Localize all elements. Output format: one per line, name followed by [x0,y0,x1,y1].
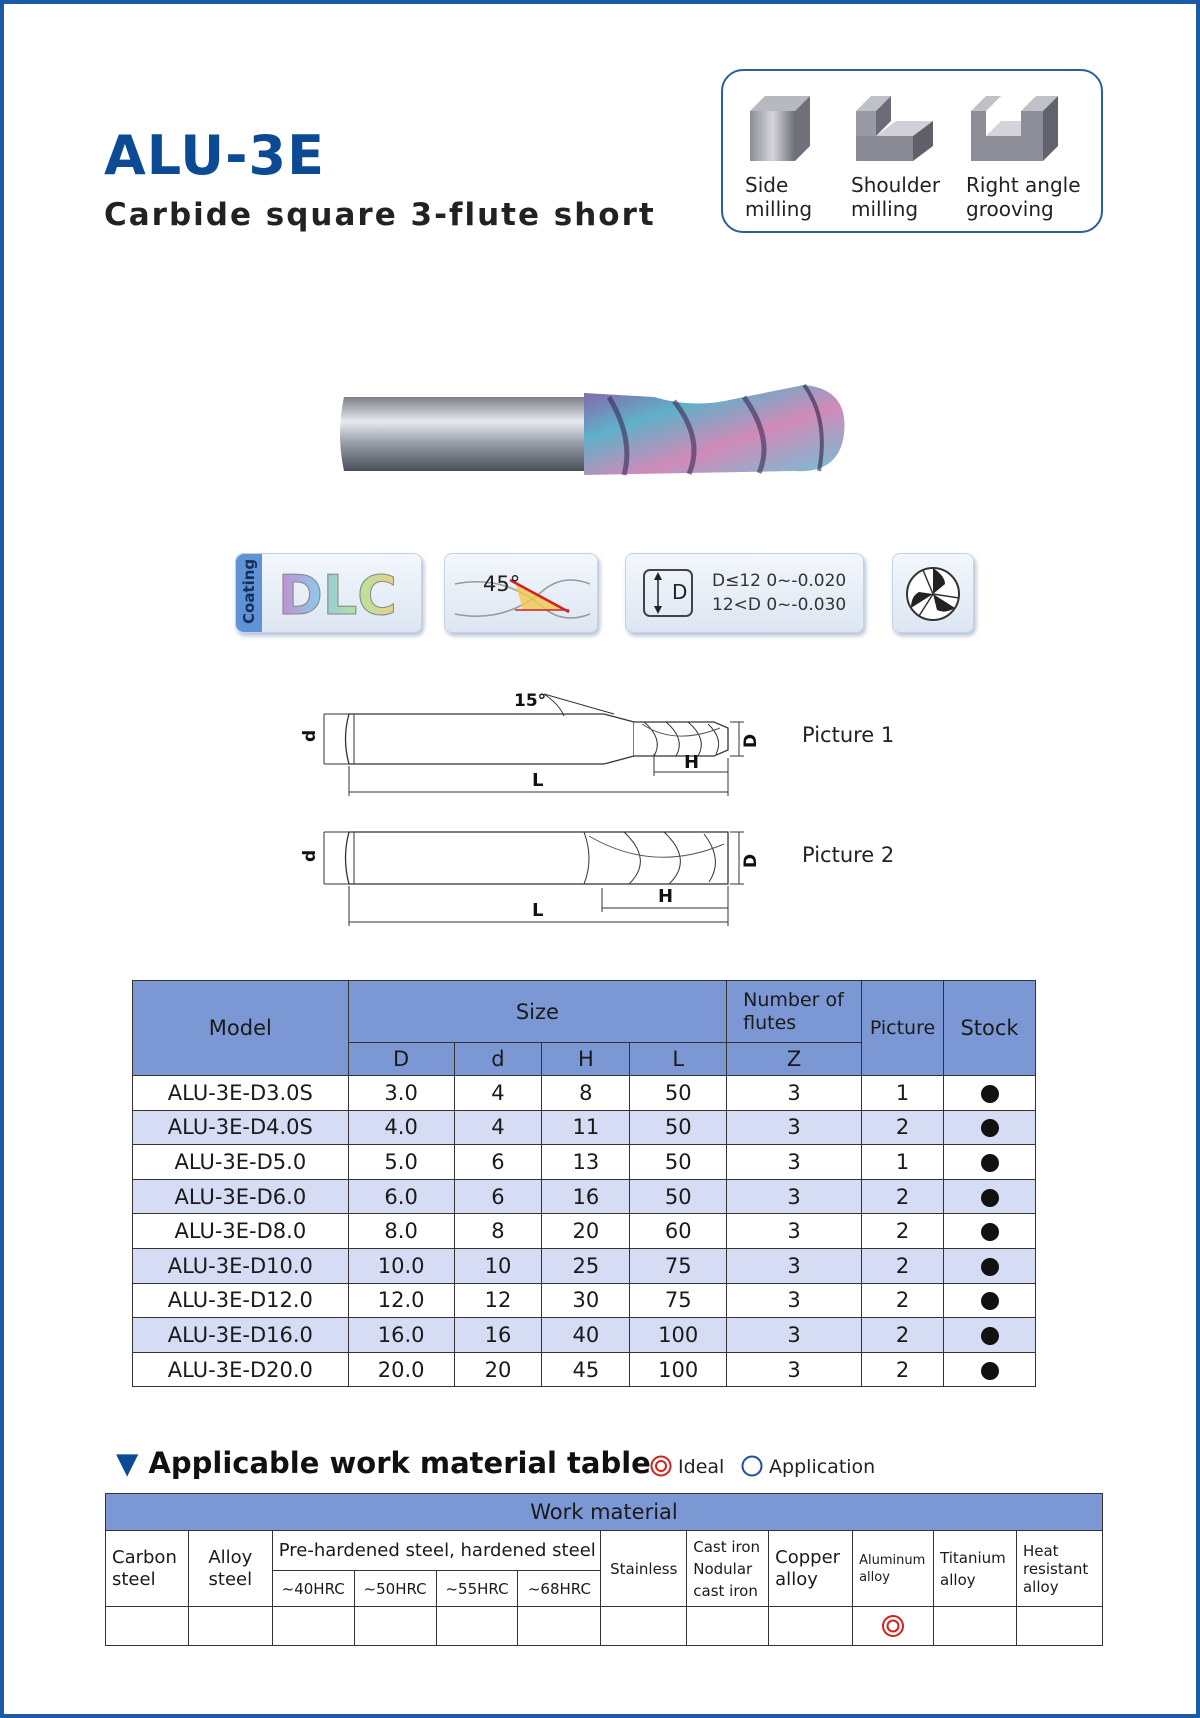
cell-l: 100 [630,1352,727,1387]
circle-icon [741,1455,763,1477]
cell-picture: 2 [862,1179,944,1214]
right-angle-grooving-icon [966,91,1061,163]
nodular-cast-iron-label: Nodular cast iron [693,1559,758,1600]
cell-h: 45 [542,1352,630,1387]
helix-angle-label: 45° [483,572,521,596]
in-stock-dot-icon [981,1327,999,1345]
cell-h: 20 [542,1214,630,1249]
legend-application [741,1455,875,1478]
cell-z: 3 [727,1076,862,1111]
cell-l: 60 [630,1214,727,1249]
in-stock-dot-icon [981,1119,999,1137]
cell-model: ALU-3E-D16.0 [133,1318,349,1353]
helix-angle-icon [445,554,597,632]
cell-d: 16 [454,1318,542,1353]
cell-d: 4 [454,1076,542,1111]
applications-box [721,69,1103,233]
cell-picture: 2 [862,1110,944,1145]
cell-z: 3 [727,1145,862,1180]
cell-l: 100 [630,1318,727,1353]
col-alloy-steel: Alloy steel [188,1531,272,1607]
in-stock-dot-icon [981,1085,999,1103]
side-milling-icon [745,91,815,163]
header-H: H [542,1043,630,1076]
cell-h: 30 [542,1283,630,1318]
cell-l: 50 [630,1076,727,1111]
cell-z: 3 [727,1179,862,1214]
legend-ideal [650,1455,724,1478]
cell-h: 25 [542,1248,630,1283]
spec-table-body [133,1076,1036,1387]
cell-d: 16.0 [348,1318,454,1353]
cell-l: 50 [630,1179,727,1214]
coating-badge [235,553,422,633]
grooving-line1: Right angle [966,173,1081,197]
cell-d: 4 [454,1110,542,1145]
pic2-dim-D: D [741,853,761,868]
legend-ideal-label: Ideal [678,1456,725,1478]
pic2-dim-d: d [300,849,320,862]
cell-l: 75 [630,1283,727,1318]
coating-value: DLC [278,564,397,627]
cell-z: 3 [727,1214,862,1249]
cell-d: 8.0 [348,1214,454,1249]
tolerance-line-2: 12<D 0~-0.030 [712,595,847,615]
cell-stock [944,1179,1036,1214]
cell-d: 4.0 [348,1110,454,1145]
shoulder-milling-icon [851,91,936,163]
col-hrc68: ~68HRC [518,1571,601,1607]
header-model: Model [133,981,349,1076]
work-material-table [105,1493,1103,1646]
col-titanium-alloy: Titanium alloy [934,1531,1017,1607]
col-copper-alloy: Copper alloy [769,1531,853,1607]
cell-h: 16 [542,1179,630,1214]
col-hrc50: ~50HRC [354,1571,436,1607]
cell-picture: 2 [862,1248,944,1283]
cell-model: ALU-3E-D12.0 [133,1283,349,1318]
pic1-dim-L: L [532,770,544,791]
cell-stock [944,1283,1036,1318]
cell-picture: 2 [862,1318,944,1353]
header-L: L [630,1043,727,1076]
table-row [133,1110,1036,1145]
rating-hrc55 [436,1607,518,1646]
end-mill-photo [334,379,864,489]
tolerance-badge [625,553,864,633]
diameter-tolerance-icon [626,554,706,632]
application-right-angle-grooving [966,91,1086,221]
cell-h: 40 [542,1318,630,1353]
cell-model: ALU-3E-D3.0S [133,1076,349,1111]
cell-l: 50 [630,1145,727,1180]
in-stock-dot-icon [981,1223,999,1241]
rating-carbon-steel [106,1607,189,1646]
cell-model: ALU-3E-D8.0 [133,1214,349,1249]
rating-hrc68 [518,1607,601,1646]
tolerance-line-1: D≤12 0~-0.020 [712,571,847,591]
table-row [133,1283,1036,1318]
helix-angle-badge [444,553,598,633]
angle-label: 15° [514,691,547,711]
cell-stock [944,1352,1036,1387]
cell-model: ALU-3E-D5.0 [133,1145,349,1180]
table-row [133,1179,1036,1214]
rating-alloy-steel [188,1607,272,1646]
header-size: Size [348,981,726,1043]
table-row [133,1214,1036,1249]
cell-d: 10.0 [348,1248,454,1283]
cell-stock [944,1318,1036,1353]
cell-z: 3 [727,1110,862,1145]
in-stock-dot-icon [981,1258,999,1276]
cell-h: 11 [542,1110,630,1145]
work-material-header: Work material [106,1494,1103,1531]
cell-z: 3 [727,1283,862,1318]
flute-count-badge [892,553,974,633]
cell-model: ALU-3E-D6.0 [133,1179,349,1214]
product-subtitle: Carbide square 3-flute short [104,197,656,233]
cell-d: 6.0 [348,1179,454,1214]
cell-l: 75 [630,1248,727,1283]
cell-h: 8 [542,1076,630,1111]
col-cast-iron [687,1531,769,1607]
spec-table [132,980,1036,1387]
cell-stock [944,1145,1036,1180]
cell-d: 10 [454,1248,542,1283]
triangle-down-icon: ▼ [116,1446,139,1480]
three-flute-cross-section-icon [893,554,973,632]
cast-iron-label: Cast iron [693,1537,761,1556]
legend-application-label: Application [769,1456,876,1478]
table-row [133,1145,1036,1180]
cell-model: ALU-3E-D4.0S [133,1110,349,1145]
application-side-milling [745,91,855,221]
header-stock: Stock [944,981,1036,1076]
header-d: d [454,1043,542,1076]
rating-titanium [934,1607,1017,1646]
picture-2-label: Picture 2 [802,843,895,867]
tolerance-symbol: D [672,580,688,604]
cell-z: 3 [727,1248,862,1283]
col-carbon-steel: Carbon steel [106,1531,189,1607]
cell-z: 3 [727,1318,862,1353]
rating-hrc40 [272,1607,354,1646]
coating-label: Coating [240,558,258,624]
pic2-dim-L: L [532,900,544,921]
cell-stock [944,1214,1036,1249]
col-stainless: Stainless [601,1531,687,1607]
double-circle-icon [650,1455,672,1477]
picture-1-label: Picture 1 [802,723,895,747]
dimension-drawings [294,684,774,944]
cell-picture: 2 [862,1283,944,1318]
col-pre-hardened: Pre-hardened steel, hardened steel [272,1531,601,1571]
rating-heat-resistant [1016,1607,1102,1646]
shoulder-milling-line2: milling [851,197,919,221]
pic1-dim-D: D [741,733,761,748]
cell-d: 6 [454,1145,542,1180]
cell-stock [944,1076,1036,1111]
in-stock-dot-icon [981,1189,999,1207]
cell-stock [944,1110,1036,1145]
col-heat-resistant-alloy: Heat resistant alloy [1016,1531,1102,1607]
cell-picture: 2 [862,1352,944,1387]
cell-d: 20.0 [348,1352,454,1387]
coating-tab [236,554,262,632]
col-hrc55: ~55HRC [436,1571,518,1607]
in-stock-dot-icon [981,1292,999,1310]
header-flutes: Number of flutes [727,981,862,1043]
table-row [133,1076,1036,1111]
cell-d: 20 [454,1352,542,1387]
material-section-title-text: Applicable work material table [148,1446,651,1480]
cell-d: 8 [454,1214,542,1249]
cell-d: 5.0 [348,1145,454,1180]
pic1-dim-d: d [300,729,320,742]
application-shoulder-milling [851,91,961,221]
table-row [133,1352,1036,1387]
cell-model: ALU-3E-D20.0 [133,1352,349,1387]
rating-cast-iron [687,1607,769,1646]
cell-picture: 1 [862,1076,944,1111]
rating-stainless [601,1607,687,1646]
pic1-dim-H: H [684,752,700,773]
cell-h: 13 [542,1145,630,1180]
side-milling-line1: Side [745,173,789,197]
rating-aluminum [853,1607,934,1646]
table-row [133,1318,1036,1353]
header-D: D [348,1043,454,1076]
cell-stock [944,1248,1036,1283]
col-hrc40: ~40HRC [272,1571,354,1607]
cell-picture: 1 [862,1145,944,1180]
double-circle-icon [881,1614,905,1638]
pic2-dim-H: H [658,886,674,907]
in-stock-dot-icon [981,1362,999,1380]
material-section-title [116,1446,651,1480]
cell-l: 50 [630,1110,727,1145]
cell-picture: 2 [862,1214,944,1249]
side-milling-line2: milling [745,197,813,221]
cell-model: ALU-3E-D10.0 [133,1248,349,1283]
cell-d: 6 [454,1179,542,1214]
product-title: ALU-3E [104,124,325,187]
rating-copper [769,1607,853,1646]
cell-d: 12.0 [348,1283,454,1318]
in-stock-dot-icon [981,1154,999,1172]
shoulder-milling-line1: Shoulder [851,173,941,197]
col-aluminum-alloy: Aluminum alloy [853,1531,934,1607]
cell-d: 3.0 [348,1076,454,1111]
rating-hrc50 [354,1607,436,1646]
cell-z: 3 [727,1352,862,1387]
table-row [133,1248,1036,1283]
header-picture: Picture [862,981,944,1076]
header-Z: Z [727,1043,862,1076]
cell-d: 12 [454,1283,542,1318]
grooving-line2: grooving [966,197,1054,221]
